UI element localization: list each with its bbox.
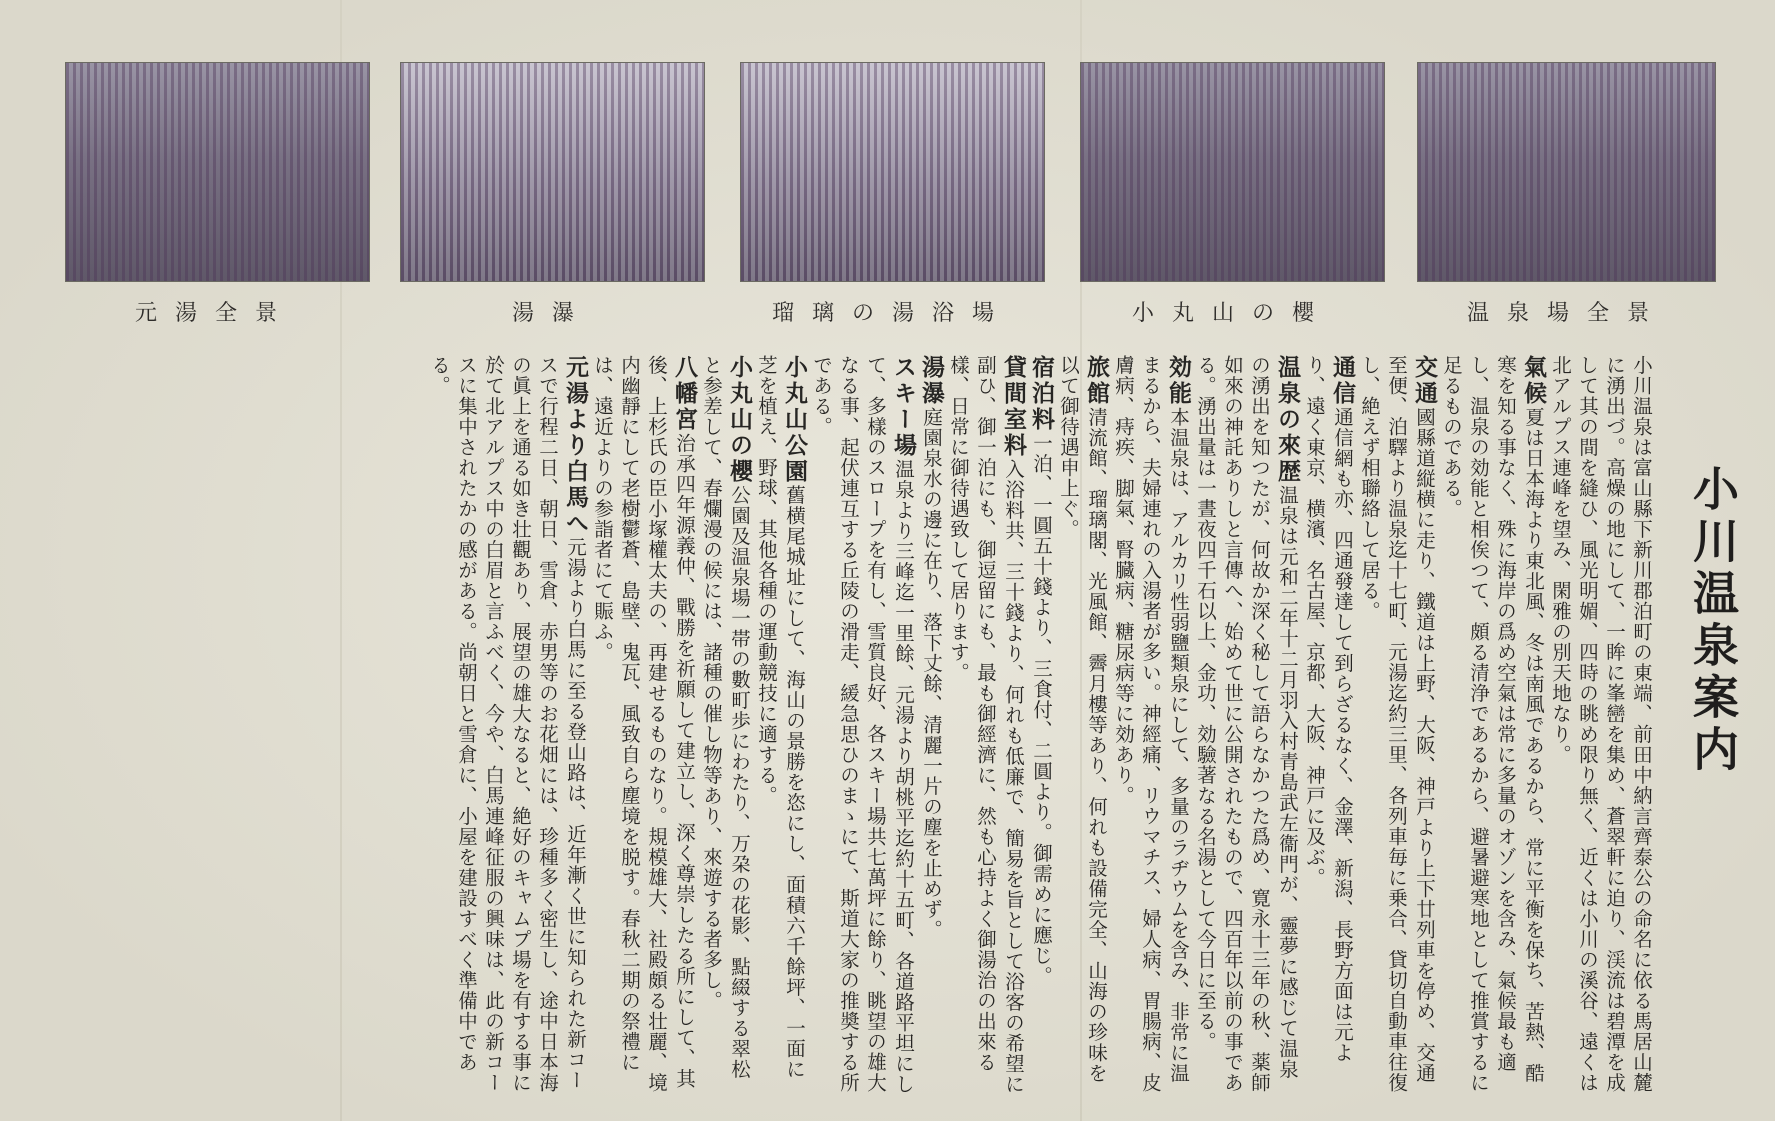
section-heading: 温泉の來歴 [1274,355,1300,485]
caption-ruri-bath: 瑠璃の湯浴場 [771,301,1012,326]
section-text: 小川温泉は富山縣下新川郡泊町の東端、前田中納言齊泰公の命名に依る馬居山麓に湧出づ。高燥の地にして、一眸に峯巒を集め、蒼翠軒に迫り、渓流は碧潭を成して其の間を縫ひ、風光明媚、四時の眺め限り無く、近くは小川の溪谷、遠くは北アルプス連峰を望み、閑雅の別天地なり。 [1549,355,1653,1093]
section-history [1192,355,1301,1095]
section-heading: 交通 [1411,355,1437,407]
section-text: 温泉より三峰迄一里餘、元湯より胡桃平迄約十五町、各道路平坦にして、多樣のスロープを有し、雪質良好、各スキー場共七萬坪に餘り、眺望の雄大なる事、起伏連互する丘陵の滑走、緩急思ひのまゝにて、斯道大家の推奬する所である。 [810,355,915,1095]
section-text: 國縣道縦横に走り、鐵道は上野、大阪、神戸より上下廿列車を停め、交通至便、泊驛より温泉迄十七町、元湯迄約三里、各列車毎に乗合、貸切自動車往復し、絶えず相聯絡して居る。 [1358,355,1436,1093]
photo-motoyu-panorama [65,62,370,282]
photo-ruri-bath [740,62,1045,282]
caption-yubaku: 湯瀑 [511,301,592,326]
section-text: 通信網も亦、四通發達して到らざるなく、金澤、新潟、長野方面は元より、遠く東京、横濱、名古屋、京都、大阪、神戸に及ぶ。 [1303,355,1354,1063]
caption-komaruyama-cherry: 小丸山の櫻 [1131,301,1332,326]
section-heading: 旅館 [1083,355,1109,407]
guide-body [175,355,1655,1095]
section-transport [1356,355,1438,1095]
section-text: 温泉は元和二年十二月羽入村青島武左衞門が、靈夢に感じて温泉の湧出を知つたが、何故か深く秘して語らなかつた爲め、寛永十三年の秋、薬師如來の神託ありしと言傳へ、始めて世に公開されたもので、四百年以前の事である。湧出量は一晝夜四千石以上、金功、効驗著なる名湯として今日に至る。 [1194,355,1299,1093]
section-text: 夏は日本海より東北風、冬は南風であるから、常に平衡を保ち、苦熱、酷寒を知る事なく、殊に海岸の爲め空氣は常に多量のオゾンを含み、氣候最も適し、温泉の効能と相俟つて、頗る清浄であるから、避暑避寒地として推賞するに足るものである。 [1440,355,1545,1093]
section-heading: 貸間室料 [1000,355,1026,459]
section-hakuba [426,355,589,1095]
section-heading: 氣候 [1520,355,1546,407]
section-climate [1438,355,1547,1095]
section-cherry [698,355,753,1095]
photo-komaruyama-cherry [1080,62,1385,282]
section-text: 元湯より白馬に至る登山路は、近年漸く世に知られた新コースで行程二日、朝日、雪倉、赤男等のお花畑には、珍種多く密生し、途中日本海の眞上を通る如き壮觀あり、展望の雄大なると、絶好のキャムプ場を有する事に於て北アルプス中の白眉と言ふべく、今や、白馬連峰征服の興味は、此の新コースに集中されたかの感がある。尚朝日と雪倉に、小屋を建設すべく準備中である。 [428,355,587,1093]
section-park [753,355,808,1095]
section-heading: スキー場 [890,355,916,459]
section-heading: 小丸山の櫻 [726,355,752,485]
section-text: 本温泉は、アルカリ性弱鹽類泉にして、多量のラヂウムを含み、非常に温まるから、夫婦連れの入湯者が多い。神經痛、リウマチス、婦人病、胃腸病、皮膚病、痔疾、脚氣、腎臓病、糖尿病等に効あり。 [1112,355,1190,1093]
section-text: 公園及温泉場一帯の數町歩にわたり、万朶の花影、點綴する翠松と参差して、春爛漫の候には、諸種の催し物等あり、來遊する者多し。 [700,355,751,1080]
section-heading: 八幡宮 [671,355,697,433]
section-text: 庭園泉水の邊に在り、落下丈餘、清麗一片の塵を止めず。 [920,407,943,940]
section-communication [1301,355,1356,1095]
section-yubaku [917,355,945,1095]
section-efficacy [1110,355,1192,1095]
caption-motoyu-panorama: 元湯全景 [134,301,295,326]
section-lodging-fee [1027,355,1055,1095]
section-text: 入浴料共、三十錢より、何れも低廉で、簡易を旨として浴客の希望に副ひ、御一泊にも、御逗留にも、最も御經濟に、然も心持よく御湯治の出來る樣、日常に御待遇致して居ります。 [947,355,1025,1095]
section-text: 一泊、一圓五十錢より、三食付、二圓より。御需めに應じ。 [1030,433,1053,987]
section-heading: 元湯より白馬へ [562,355,588,537]
photo-yubaku [400,62,705,282]
caption-onsen-panorama: 温泉場全景 [1466,301,1667,326]
photo-onsen-panorama [1417,62,1716,282]
section-heading: 小丸山公園 [781,355,807,485]
page-title: 小川温泉案内 [1686,465,1740,777]
section-room-fee [945,355,1027,1095]
section-text: 治承四年源義仲、戰勝を祈願して建立し、深く尊崇したる所にして、其後、上杉氏の臣小塚權太夫の、再建せるものなり。規模雄大、社殿頗る壮麗、境内幽靜にして老樹鬱蒼、島壁、鬼瓦、風致自ら塵境を脱す。春秋二期の祭禮には、遠近よりの参詣者にて賑ふ。 [591,355,696,1093]
section-shrine [589,355,698,1095]
section-ski [808,355,917,1095]
section-heading: 湯瀑 [918,355,944,407]
section-intro [1547,355,1655,1095]
section-heading: 通信 [1329,355,1355,407]
section-heading: 宿泊料 [1028,355,1054,433]
section-text: 舊横尾城址にして、海山の景勝を恣にし、面積六千餘坪、一面に芝を植え、野球、其他各種の運動競技に適する。 [755,355,806,1080]
section-inns [1055,355,1110,1095]
section-text: 清流館、瑠璃閣、光風館、霽月樓等あり、何れも設備完全、山海の珍味を以て御待遇申上ぐ。 [1057,355,1108,1084]
section-heading: 効能 [1165,355,1191,407]
